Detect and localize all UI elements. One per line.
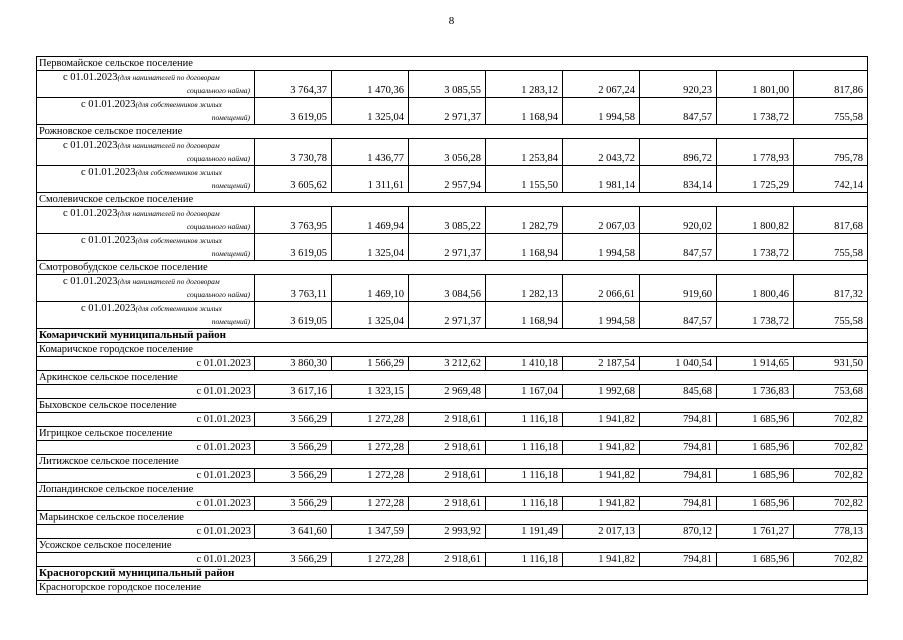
tariff-value-cell: 1 272,28 bbox=[332, 553, 409, 567]
tariff-row bbox=[37, 357, 868, 371]
tariff-value-cell: 3 763,95 bbox=[255, 207, 332, 234]
tariff-value-cell: 794,81 bbox=[640, 413, 717, 427]
tariff-value-cell: 795,78 bbox=[794, 139, 868, 166]
tariff-value-cell: 817,86 bbox=[794, 71, 868, 98]
tariff-row bbox=[37, 275, 868, 302]
tariff-value-cell: 3 084,56 bbox=[409, 275, 486, 302]
tariff-value-cell: 1 116,18 bbox=[486, 497, 563, 511]
tariff-row bbox=[37, 302, 868, 329]
settlement-name: Смотровобудское сельское поселение bbox=[37, 261, 868, 275]
tariff-value-cell: 1 994,58 bbox=[563, 98, 640, 125]
settlement-name: Быховское сельское поселение bbox=[37, 399, 868, 413]
period-date: с 01.01.2023 bbox=[81, 303, 136, 314]
tariff-value-cell: 3 605,62 bbox=[255, 166, 332, 193]
tariff-value-cell: 919,60 bbox=[640, 275, 717, 302]
settlement-header-row bbox=[37, 581, 868, 595]
tariff-value-cell: 1 736,83 bbox=[717, 385, 794, 399]
tariff-value-cell: 3 566,29 bbox=[255, 413, 332, 427]
tariff-value-cell: 3 619,05 bbox=[255, 234, 332, 261]
tariff-value-cell: 1 738,72 bbox=[717, 98, 794, 125]
tariff-value-cell: 845,68 bbox=[640, 385, 717, 399]
tariff-row bbox=[37, 413, 868, 427]
tariff-value-cell: 1 800,82 bbox=[717, 207, 794, 234]
tariff-row bbox=[37, 207, 868, 234]
tariff-value-cell: 2 971,37 bbox=[409, 302, 486, 329]
tariff-value-cell: 3 566,29 bbox=[255, 469, 332, 483]
tariff-value-cell: 870,12 bbox=[640, 525, 717, 539]
tariff-value-cell: 1 470,36 bbox=[332, 71, 409, 98]
period-date: с 01.01.2023 bbox=[63, 208, 118, 219]
tariff-value-cell: 1 941,82 bbox=[563, 413, 640, 427]
tariff-value-cell: 1 040,54 bbox=[640, 357, 717, 371]
tariff-value-cell: 3 566,29 bbox=[255, 441, 332, 455]
tariff-value-cell: 3 085,55 bbox=[409, 71, 486, 98]
tariff-value-cell: 2 918,61 bbox=[409, 469, 486, 483]
tariff-value-cell: 702,82 bbox=[794, 413, 868, 427]
tariff-value-cell: 1 725,29 bbox=[717, 166, 794, 193]
settlement-name: Аркинское сельское поселение bbox=[37, 371, 868, 385]
tariff-value-cell: 817,68 bbox=[794, 207, 868, 234]
tariff-period-label bbox=[37, 71, 255, 98]
tariff-period-label bbox=[37, 207, 255, 234]
tariff-value-cell: 1 469,94 bbox=[332, 207, 409, 234]
tariff-period-label: с 01.01.2023 bbox=[37, 413, 255, 427]
tariff-value-cell: 1 253,84 bbox=[486, 139, 563, 166]
tariff-value-cell: 1 914,65 bbox=[717, 357, 794, 371]
tariff-value-cell: 1 167,04 bbox=[486, 385, 563, 399]
tariff-period-label bbox=[37, 139, 255, 166]
tariff-value-cell: 1 311,61 bbox=[332, 166, 409, 193]
district-name: Красногорский муниципальный район bbox=[37, 567, 868, 581]
tariff-period-label: с 01.01.2023 bbox=[37, 357, 255, 371]
period-note-continued: помещений) bbox=[211, 181, 250, 190]
tariff-value-cell: 1 941,82 bbox=[563, 441, 640, 455]
period-note: (для собственников жилых bbox=[135, 168, 222, 177]
period-note-continued: помещений) bbox=[211, 249, 250, 258]
tariff-value-cell: 3 056,28 bbox=[409, 139, 486, 166]
tariff-value-cell: 2 918,61 bbox=[409, 441, 486, 455]
tariff-value-cell: 1 469,10 bbox=[332, 275, 409, 302]
tariff-value-cell: 1 168,94 bbox=[486, 302, 563, 329]
settlement-name: Игрицкое сельское поселение bbox=[37, 427, 868, 441]
period-note: (для нанимателей по договорам bbox=[117, 73, 220, 82]
tariff-period-label bbox=[37, 166, 255, 193]
tariff-value-cell: 920,23 bbox=[640, 71, 717, 98]
tariff-value-cell: 1 272,28 bbox=[332, 413, 409, 427]
tariff-value-cell: 3 212,62 bbox=[409, 357, 486, 371]
tariff-value-cell: 794,81 bbox=[640, 441, 717, 455]
tariff-row bbox=[37, 98, 868, 125]
tariff-value-cell: 742,14 bbox=[794, 166, 868, 193]
tariff-value-cell: 2 971,37 bbox=[409, 98, 486, 125]
tariff-value-cell: 931,50 bbox=[794, 357, 868, 371]
tariff-value-cell: 1 116,18 bbox=[486, 413, 563, 427]
tariff-value-cell: 1 323,15 bbox=[332, 385, 409, 399]
tariff-value-cell: 1 800,46 bbox=[717, 275, 794, 302]
settlement-name: Первомайское сельское поселение bbox=[37, 57, 868, 71]
period-note: (для собственников жилых bbox=[135, 304, 222, 313]
tariff-value-cell: 1 191,49 bbox=[486, 525, 563, 539]
tariff-value-cell: 3 619,05 bbox=[255, 302, 332, 329]
period-note: (для собственников жилых bbox=[135, 236, 222, 245]
tariff-value-cell: 1 685,96 bbox=[717, 553, 794, 567]
tariff-value-cell: 1 347,59 bbox=[332, 525, 409, 539]
settlement-header-row bbox=[37, 455, 868, 469]
settlement-header-row bbox=[37, 261, 868, 275]
tariff-value-cell: 817,32 bbox=[794, 275, 868, 302]
district-header-row bbox=[37, 329, 868, 343]
period-note-continued: социального найма) bbox=[186, 222, 250, 231]
tariff-row bbox=[37, 525, 868, 539]
tariff-value-cell: 1 941,82 bbox=[563, 469, 640, 483]
period-note: (для собственников жилых bbox=[135, 100, 222, 109]
district-header-row bbox=[37, 567, 868, 581]
tariff-row bbox=[37, 166, 868, 193]
tariff-value-cell: 2 043,72 bbox=[563, 139, 640, 166]
tariff-value-cell: 2 918,61 bbox=[409, 553, 486, 567]
tariff-value-cell: 2 969,48 bbox=[409, 385, 486, 399]
tariff-row bbox=[37, 71, 868, 98]
tariff-row bbox=[37, 139, 868, 166]
period-note-continued: социального найма) bbox=[186, 154, 250, 163]
period-note: (для нанимателей по договорам bbox=[117, 209, 220, 218]
settlement-name: Комаричское городское поселение bbox=[37, 343, 868, 357]
tariff-value-cell: 702,82 bbox=[794, 497, 868, 511]
settlement-name: Рожновское сельское поселение bbox=[37, 125, 868, 139]
tariff-value-cell: 1 436,77 bbox=[332, 139, 409, 166]
page-number: 8 bbox=[448, 15, 455, 27]
district-name: Комаричский муниципальный район bbox=[37, 329, 868, 343]
tariff-value-cell: 1 410,18 bbox=[486, 357, 563, 371]
tariff-value-cell: 1 272,28 bbox=[332, 469, 409, 483]
tariff-value-cell: 3 860,30 bbox=[255, 357, 332, 371]
settlement-header-row bbox=[37, 343, 868, 357]
tariff-value-cell: 794,81 bbox=[640, 469, 717, 483]
tariff-value-cell: 1 325,04 bbox=[332, 234, 409, 261]
tariff-value-cell: 2 017,13 bbox=[563, 525, 640, 539]
period-date: с 01.01.2023 bbox=[81, 235, 136, 246]
tariff-period-label bbox=[37, 234, 255, 261]
tariff-value-cell: 1 282,79 bbox=[486, 207, 563, 234]
tariff-value-cell: 778,13 bbox=[794, 525, 868, 539]
tariff-period-label: с 01.01.2023 bbox=[37, 525, 255, 539]
tariff-value-cell: 2 067,03 bbox=[563, 207, 640, 234]
tariff-value-cell: 3 763,11 bbox=[255, 275, 332, 302]
tariff-period-label bbox=[37, 302, 255, 329]
settlement-header-row bbox=[37, 193, 868, 207]
tariff-period-label: с 01.01.2023 bbox=[37, 469, 255, 483]
tariff-value-cell: 2 187,54 bbox=[563, 357, 640, 371]
settlement-name: Литижское сельское поселение bbox=[37, 455, 868, 469]
period-note-continued: социального найма) bbox=[186, 290, 250, 299]
tariff-value-cell: 1 283,12 bbox=[486, 71, 563, 98]
tariff-value-cell: 2 918,61 bbox=[409, 413, 486, 427]
tariff-value-cell: 753,68 bbox=[794, 385, 868, 399]
tariff-period-label: с 01.01.2023 bbox=[37, 441, 255, 455]
tariff-value-cell: 920,02 bbox=[640, 207, 717, 234]
period-date: с 01.01.2023 bbox=[63, 72, 118, 83]
settlement-header-row bbox=[37, 125, 868, 139]
tariff-row bbox=[37, 469, 868, 483]
tariff-period-label: с 01.01.2023 bbox=[37, 385, 255, 399]
period-note-continued: социального найма) bbox=[186, 86, 250, 95]
tariff-value-cell: 1 116,18 bbox=[486, 469, 563, 483]
tariff-value-cell: 847,57 bbox=[640, 98, 717, 125]
tariff-value-cell: 755,58 bbox=[794, 302, 868, 329]
tariff-value-cell: 1 778,93 bbox=[717, 139, 794, 166]
tariff-value-cell: 3 617,16 bbox=[255, 385, 332, 399]
tariff-value-cell: 1 116,18 bbox=[486, 441, 563, 455]
tariff-row bbox=[37, 234, 868, 261]
tariff-row bbox=[37, 441, 868, 455]
tariff-row bbox=[37, 385, 868, 399]
tariff-value-cell: 1 685,96 bbox=[717, 469, 794, 483]
period-note-continued: помещений) bbox=[211, 113, 250, 122]
tariff-value-cell: 702,82 bbox=[794, 469, 868, 483]
tariff-value-cell: 1 685,96 bbox=[717, 413, 794, 427]
settlement-header-row bbox=[37, 57, 868, 71]
period-note: (для нанимателей по договорам bbox=[117, 277, 220, 286]
tariff-value-cell: 847,57 bbox=[640, 234, 717, 261]
tariff-value-cell: 1 992,68 bbox=[563, 385, 640, 399]
tariff-value-cell: 794,81 bbox=[640, 497, 717, 511]
settlement-header-row bbox=[37, 427, 868, 441]
tariff-value-cell: 702,82 bbox=[794, 441, 868, 455]
tariff-value-cell: 2 067,24 bbox=[563, 71, 640, 98]
tariff-value-cell: 1 738,72 bbox=[717, 234, 794, 261]
tariff-value-cell: 2 918,61 bbox=[409, 497, 486, 511]
settlement-name: Марьинское сельское поселение bbox=[37, 511, 868, 525]
tariff-period-label: с 01.01.2023 bbox=[37, 553, 255, 567]
tariff-value-cell: 755,58 bbox=[794, 234, 868, 261]
tariff-value-cell: 1 941,82 bbox=[563, 497, 640, 511]
tariff-period-label bbox=[37, 98, 255, 125]
tariff-period-label bbox=[37, 275, 255, 302]
tariff-value-cell: 1 272,28 bbox=[332, 441, 409, 455]
tariff-value-cell: 1 941,82 bbox=[563, 553, 640, 567]
period-date: с 01.01.2023 bbox=[63, 276, 118, 287]
tariff-value-cell: 1 272,28 bbox=[332, 497, 409, 511]
tariff-value-cell: 2 957,94 bbox=[409, 166, 486, 193]
settlement-name: Лопандинское сельское поселение bbox=[37, 483, 868, 497]
period-date: с 01.01.2023 bbox=[81, 167, 136, 178]
tariff-value-cell: 1 994,58 bbox=[563, 302, 640, 329]
settlement-header-row bbox=[37, 511, 868, 525]
tariff-row bbox=[37, 497, 868, 511]
tariff-value-cell: 1 738,72 bbox=[717, 302, 794, 329]
settlement-name: Смолевичское сельское поселение bbox=[37, 193, 868, 207]
tariff-value-cell: 1 116,18 bbox=[486, 553, 563, 567]
tariff-value-cell: 1 325,04 bbox=[332, 302, 409, 329]
tariff-value-cell: 702,82 bbox=[794, 553, 868, 567]
tariff-value-cell: 3 085,22 bbox=[409, 207, 486, 234]
tariff-value-cell: 794,81 bbox=[640, 553, 717, 567]
tariff-value-cell: 1 994,58 bbox=[563, 234, 640, 261]
tariff-value-cell: 1 801,00 bbox=[717, 71, 794, 98]
tariff-value-cell: 2 066,61 bbox=[563, 275, 640, 302]
period-date: с 01.01.2023 bbox=[63, 140, 118, 151]
tariff-table bbox=[36, 56, 868, 595]
tariff-value-cell: 1 566,29 bbox=[332, 357, 409, 371]
tariff-value-cell: 3 730,78 bbox=[255, 139, 332, 166]
tariff-value-cell: 2 971,37 bbox=[409, 234, 486, 261]
tariff-value-cell: 3 641,60 bbox=[255, 525, 332, 539]
tariff-value-cell: 1 168,94 bbox=[486, 98, 563, 125]
tariff-value-cell: 755,58 bbox=[794, 98, 868, 125]
tariff-value-cell: 834,14 bbox=[640, 166, 717, 193]
settlement-header-row bbox=[37, 483, 868, 497]
settlement-header-row bbox=[37, 539, 868, 553]
period-note: (для нанимателей по договорам bbox=[117, 141, 220, 150]
tariff-value-cell: 3 619,05 bbox=[255, 98, 332, 125]
tariff-value-cell: 2 993,92 bbox=[409, 525, 486, 539]
tariff-value-cell: 3 566,29 bbox=[255, 553, 332, 567]
period-date: с 01.01.2023 bbox=[81, 99, 136, 110]
settlement-name: Красногорское городское поселение bbox=[37, 581, 868, 595]
tariff-period-label: с 01.01.2023 bbox=[37, 497, 255, 511]
tariff-value-cell: 3 566,29 bbox=[255, 497, 332, 511]
tariff-value-cell: 1 685,96 bbox=[717, 441, 794, 455]
settlement-header-row bbox=[37, 399, 868, 413]
tariff-value-cell: 1 282,13 bbox=[486, 275, 563, 302]
tariff-value-cell: 1 155,50 bbox=[486, 166, 563, 193]
tariff-value-cell: 3 764,37 bbox=[255, 71, 332, 98]
period-note-continued: помещений) bbox=[211, 317, 250, 326]
tariff-row bbox=[37, 553, 868, 567]
settlement-header-row bbox=[37, 371, 868, 385]
tariff-value-cell: 1 761,27 bbox=[717, 525, 794, 539]
tariff-value-cell: 1 168,94 bbox=[486, 234, 563, 261]
tariff-value-cell: 896,72 bbox=[640, 139, 717, 166]
tariff-value-cell: 1 685,96 bbox=[717, 497, 794, 511]
tariff-value-cell: 1 981,14 bbox=[563, 166, 640, 193]
settlement-name: Усожское сельское поселение bbox=[37, 539, 868, 553]
tariff-value-cell: 1 325,04 bbox=[332, 98, 409, 125]
tariff-value-cell: 847,57 bbox=[640, 302, 717, 329]
